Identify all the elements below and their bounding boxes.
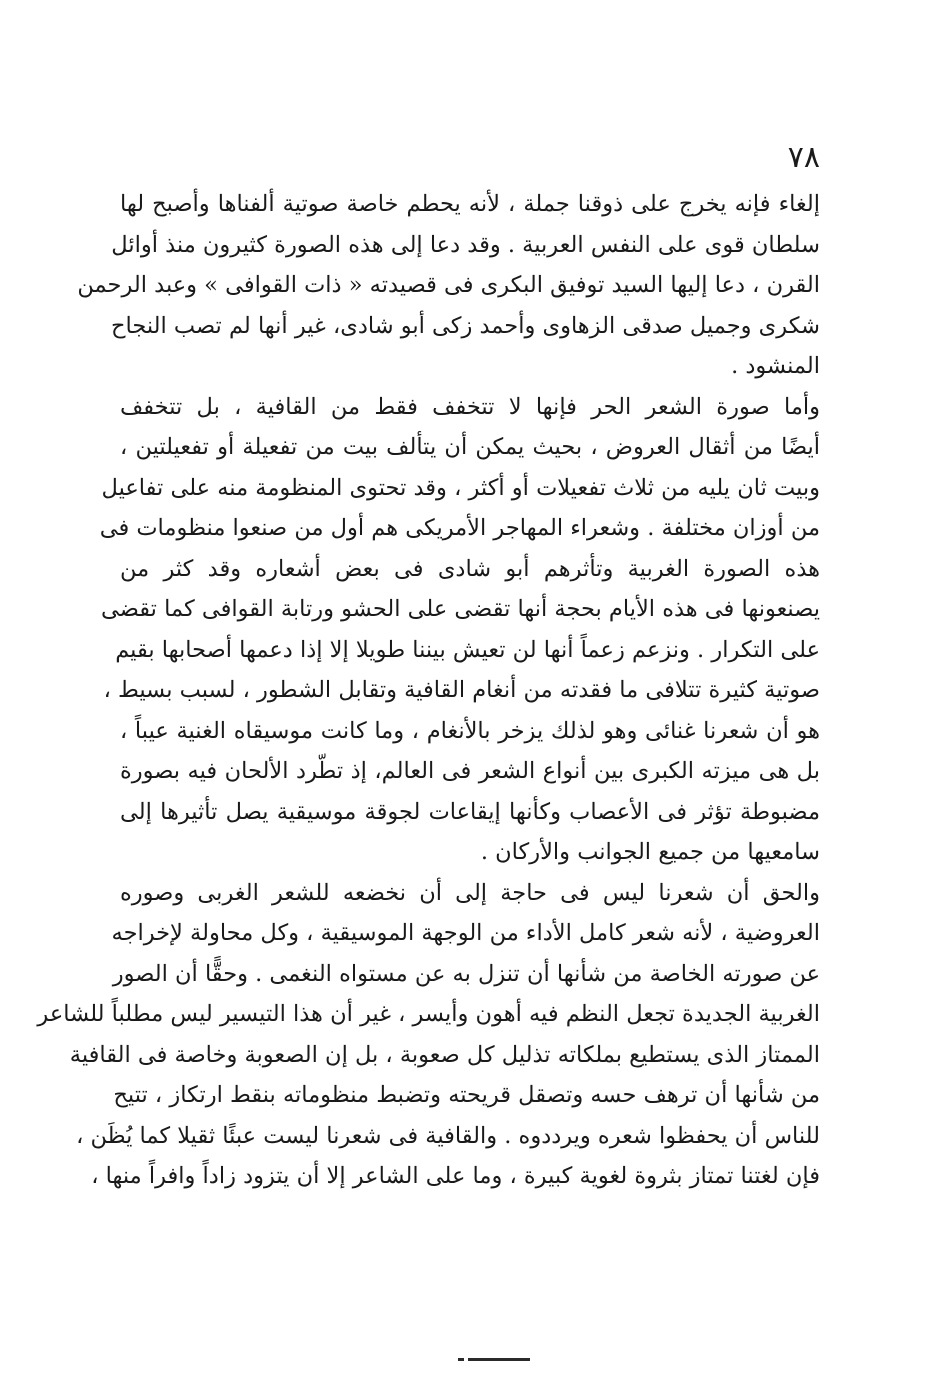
text-line: يصنعونها فى هذه الأيام بحجة أنها تقضى على الحشو ورتابة القوافى كما تقضى (101, 596, 820, 622)
text-line: القرن ، دعا إليها السيد توفيق البكرى فى قصيدته « ذات القوافى » وعبد الرحمن (77, 272, 820, 298)
text-line: الغربية الجديدة تجعل النظم فيه أهون وأيسر ، غير أن هذا التيسير ليس مطلباً للشاعر (37, 1001, 820, 1027)
text-line: صوتية كثيرة تتلافى ما فقدته من أنغام القافية وتقابل الشطور ، لسبب بسيط ، (103, 677, 820, 703)
text-line: عن صورته الخاصة من شأنها أن تنزل به عن مستواه النغمى . وحقًّا أن الصور (112, 960, 820, 987)
text-line: للناس أن يحفظوا شعره ويرددوه . والقافية فى شعرنا ليست عبئًا ثقيلا كما يُظَن ، (76, 1122, 820, 1149)
page-number: ٧٨ (787, 140, 820, 175)
text-line: الممتاز الذى يستطيع بملكاته تذليل كل صعوبة ، بل إن الصعوبة وخاصة فى القافية (69, 1041, 820, 1068)
body-text (37, 184, 820, 1197)
text-line: مضبوطة تؤثر فى الأعصاب وكأنها إيقاعات لجوقة موسيقية يصل تأثيرها إلى (120, 798, 820, 825)
text-line: وأما صورة الشعر الحر فإنها لا تتخفف فقط من القافية ، بل تتخفف (120, 393, 820, 420)
text-line: إلغاء فإنه يخرج على ذوقنا جملة ، لأنه يحطم خاصة صوتية ألفناها وأصبح لها (120, 191, 820, 217)
text-line: وبيت ثان يليه من ثلاث تفعيلات أو أكثر ، وقد تحتوى المنظومة منه على تفاعيل (101, 474, 820, 501)
text-line: سامعيها من جميع الجوانب والأركان . (480, 839, 820, 865)
footer-rule (468, 1358, 530, 1361)
text-line: على التكرار . ونزعم زعماً أنها لن تعيش بيننا طويلا إلا إذا دعمها أصحابها بقيم (115, 636, 820, 663)
text-line: المنشود . (731, 353, 820, 379)
text-line: من أوزان مختلفة . وشعراء المهاجر الأمريكى هم أول من صنعوا منظومات فى (99, 515, 820, 541)
text-line: بل هى ميزته الكبرى بين أنواع الشعر فى العالم، إذ تطّرد الألحان فيه بصورة (120, 758, 820, 784)
text-line: العروضية ، لأنه شعر كامل الأداء من الوجهة الموسيقية ، وكل محاولة لإخراجه (111, 920, 820, 946)
text-line: هو أن شعرنا غنائى وهو لذلك يزخر بالأنغام ، وما كانت موسيقاه الغنية عيباً ، (120, 717, 820, 744)
text-line: هذه الصورة الغربية وتأثرهم أبو شادى فى بعض أشعاره وقد كثر من (120, 555, 820, 582)
text-line: والحق أن شعرنا ليس فى حاجة إلى أن نخضعه للشعر الغربى وصوره (120, 879, 820, 906)
text-line: شكرى وجميل صدقى الزهاوى وأحمد زكى أبو شادى، غير أنها لم تصب النجاح (110, 312, 820, 339)
text-line: سلطان قوى على النفس العربية . وقد دعا إلى هذه الصورة كثيرون منذ أوائل (111, 231, 820, 258)
text-line: أيضًا من أثقال العروض ، بحيث يمكن أن يتألف بيت من تفعيلة أو تفعيلتين ، (120, 434, 820, 460)
text-line: فإن لغتنا تمتاز بثروة لغوية كبيرة ، وما على الشاعر إلا أن يتزود زاداً وافراً منها ، (91, 1163, 820, 1189)
text-line: من شأنها أن ترهف حسه وتصقل قريحته وتضبط منظوماته بنقط ارتكاز ، تتيح (113, 1082, 820, 1108)
